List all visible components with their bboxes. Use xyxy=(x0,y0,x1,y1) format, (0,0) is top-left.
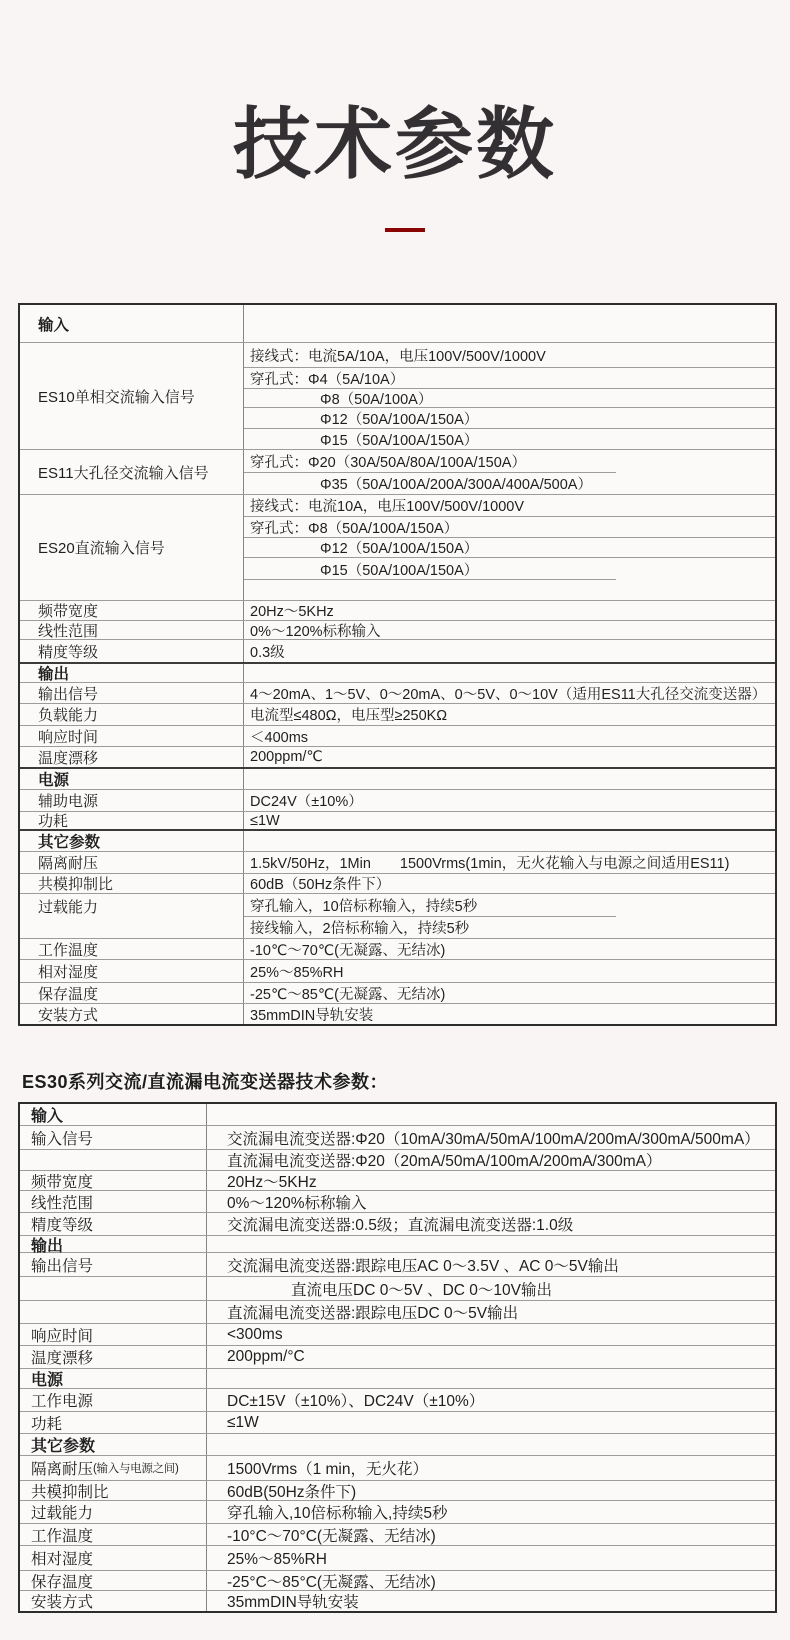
row-value xyxy=(244,704,775,725)
page-title: 技术参数 xyxy=(232,100,557,188)
row-value-text: 直流漏电流变送器:Φ20（20mA/50mA/100mA/200mA/300mA） xyxy=(227,1153,662,1170)
row-value xyxy=(207,1253,775,1276)
row-label xyxy=(20,726,244,746)
spec-row xyxy=(20,1571,775,1591)
row-label xyxy=(20,640,244,662)
row-label-text: 功耗 xyxy=(38,813,69,830)
row-label-text: 隔离耐压 xyxy=(38,855,99,872)
row-label-text: 功耗 xyxy=(31,1415,63,1433)
spec-subrow xyxy=(244,368,775,389)
row-label-text: 保存温度 xyxy=(38,985,99,1003)
spec-row xyxy=(20,1591,775,1611)
spec-row xyxy=(20,1412,775,1434)
row-label xyxy=(20,704,244,725)
row-value xyxy=(207,1126,775,1149)
row-value xyxy=(207,1171,775,1190)
spec-subrow xyxy=(244,917,775,938)
row-value xyxy=(207,1481,775,1500)
spec-row xyxy=(20,1004,775,1024)
row-label-note: (输入与电源之间) xyxy=(93,1463,179,1475)
row-label xyxy=(20,1150,207,1170)
row-label xyxy=(20,894,244,938)
subrow-value-text: Φ12（50A/100A/150A） xyxy=(320,541,479,557)
spec-group-row xyxy=(20,894,775,939)
row-label xyxy=(20,1571,207,1590)
row-label xyxy=(20,831,244,851)
row-value xyxy=(207,1412,775,1433)
row-label-text: ES10单相交流输入信号 xyxy=(38,388,195,406)
row-value-text: -25℃～85℃(无凝露、无结冰) xyxy=(250,986,446,1003)
spec-table-es10-es11-es20 xyxy=(18,303,777,1026)
row-label-text: 工作电源 xyxy=(31,1393,94,1410)
row-label-text: 温度漂移 xyxy=(38,749,99,767)
row-value-text: 200ppm/℃ xyxy=(250,749,323,765)
row-value xyxy=(207,1456,775,1480)
row-label xyxy=(20,1546,207,1570)
row-label-text: 响应时间 xyxy=(38,728,99,746)
row-value-text: 穿孔输入,10倍标称输入,持续5秒 xyxy=(227,1505,448,1522)
row-value-text: 35mmDIN导轨安装 xyxy=(250,1007,374,1024)
row-value xyxy=(244,769,775,789)
row-label xyxy=(20,305,244,342)
row-value xyxy=(244,790,775,811)
spec-row xyxy=(20,726,775,747)
row-label-text: 精度等级 xyxy=(38,643,99,661)
spec-subrow xyxy=(244,343,775,368)
spec-row xyxy=(20,1253,775,1277)
subrow-value-text: 穿孔式：Φ20（30A/50A/80A/100A/150A） xyxy=(250,455,526,471)
row-label-text: 相对湿度 xyxy=(31,1551,94,1568)
row-value-text: 交流漏电流变送器:0.5级；直流漏电流变送器:1.0级 xyxy=(227,1217,574,1234)
spec-row xyxy=(20,1324,775,1346)
spec-table-es30 xyxy=(18,1102,777,1613)
row-value xyxy=(244,664,775,682)
spec-row xyxy=(20,1546,775,1571)
row-label-text: 相对湿度 xyxy=(38,963,99,981)
subrow-value-text: Φ12（50A/100A/150A） xyxy=(320,411,479,428)
spec-row xyxy=(20,1501,775,1524)
row-value-text: 电流型≤480Ω，电压型≥250KΩ xyxy=(250,708,448,724)
row-value xyxy=(244,1004,775,1024)
spec-group-row xyxy=(20,343,775,450)
row-value xyxy=(207,1346,775,1368)
row-value-text: 0%～120%标称输入 xyxy=(227,1194,367,1212)
row-value-text: 4～20mA、1～5V、0～20mA、0～5V、0～10V（适用ES11大孔径交流变送器） xyxy=(250,686,767,703)
spec-row xyxy=(20,1277,775,1301)
row-label-text: 精度等级 xyxy=(31,1217,94,1234)
row-value xyxy=(244,812,775,829)
row-value-text: 25%～85%RH xyxy=(227,1551,327,1568)
row-value xyxy=(244,874,775,893)
row-value xyxy=(244,726,775,746)
spec-subrow xyxy=(244,558,775,580)
row-label xyxy=(20,1277,207,1300)
row-value-text: DC±15V（±10%）、DC24V（±10%） xyxy=(227,1393,485,1410)
row-label xyxy=(20,852,244,873)
spec-subrow xyxy=(244,389,775,408)
spec-row xyxy=(20,1524,775,1546)
row-label-text: 工作温度 xyxy=(31,1527,94,1545)
row-value-text: 0.3级 xyxy=(250,644,285,661)
row-value xyxy=(207,1571,775,1590)
row-value xyxy=(207,1277,775,1300)
spec-row xyxy=(20,1150,775,1171)
row-value-text: 1500Vrms（1 min，无火花） xyxy=(227,1461,428,1478)
spec-section-row xyxy=(20,1369,775,1389)
row-value xyxy=(244,621,775,639)
row-label xyxy=(20,1456,207,1480)
row-value-text: 60dB（50Hz条件下） xyxy=(250,877,391,893)
row-label xyxy=(20,1104,207,1125)
row-label xyxy=(20,769,244,789)
row-value-text: 20Hz～5KHz xyxy=(227,1173,317,1191)
row-label xyxy=(20,495,244,600)
row-label xyxy=(20,1191,207,1212)
row-label xyxy=(20,621,244,639)
row-label-text: 输入 xyxy=(31,1108,64,1125)
row-label-text: 其它参数 xyxy=(31,1438,96,1455)
spec-row xyxy=(20,790,775,812)
spec-row xyxy=(20,1481,775,1501)
spec-row xyxy=(20,1389,775,1412)
row-label xyxy=(20,683,244,703)
subrow-value-text: Φ15（50A/100A/150A） xyxy=(320,432,479,449)
row-value xyxy=(244,939,775,959)
row-value xyxy=(207,1191,775,1212)
row-value xyxy=(244,983,775,1003)
row-label xyxy=(20,790,244,811)
spec-row xyxy=(20,939,775,960)
row-value-text: -10°C～70°C(无凝露、无结冰) xyxy=(227,1527,436,1545)
row-label xyxy=(20,1412,207,1433)
spec-row xyxy=(20,1213,775,1236)
spec-row xyxy=(20,1126,775,1150)
row-label xyxy=(20,874,244,893)
row-value-text: -10℃～70℃(无凝露、无结冰) xyxy=(250,942,446,959)
row-label-text: 输入信号 xyxy=(31,1130,94,1148)
row-label-text: 过载能力 xyxy=(38,899,99,916)
spec-row xyxy=(20,704,775,726)
row-value-text: 直流漏电流变送器:跟踪电压DC 0～5V输出 xyxy=(227,1305,519,1322)
spec-subrow xyxy=(244,429,775,449)
row-value xyxy=(244,747,775,767)
row-label xyxy=(20,343,244,449)
subrow-value-text: 接线式：电流10A，电压100V/500V/1000V xyxy=(250,499,525,515)
row-value-text: ≤1W xyxy=(227,1413,259,1431)
row-label xyxy=(20,1004,244,1024)
spec-row xyxy=(20,874,775,894)
row-label-text: 输出 xyxy=(38,666,70,683)
row-value xyxy=(207,1389,775,1411)
row-label xyxy=(20,1369,207,1388)
spec-section-row xyxy=(20,831,775,852)
row-value xyxy=(244,683,775,703)
row-label xyxy=(20,939,244,959)
group-subrows xyxy=(244,495,775,600)
row-value xyxy=(244,831,775,851)
row-value xyxy=(207,1236,775,1252)
row-value-text: 交流漏电流变送器:跟踪电压AC 0～3.5V 、AC 0～5V输出 xyxy=(227,1257,619,1275)
spec-row xyxy=(20,852,775,874)
row-value xyxy=(207,1104,775,1125)
spec-section-row xyxy=(20,1104,775,1126)
spec-row xyxy=(20,601,775,621)
spec-subrow xyxy=(244,473,775,494)
row-value xyxy=(207,1546,775,1570)
row-label xyxy=(20,983,244,1003)
spec-subrow xyxy=(244,894,775,917)
row-label-text: 线性范围 xyxy=(31,1194,94,1212)
row-value xyxy=(207,1501,775,1523)
group-subrows xyxy=(244,343,775,449)
spec-subrow xyxy=(244,538,775,558)
spec-group-row xyxy=(20,450,775,495)
row-value-text: <300ms xyxy=(227,1325,283,1343)
spec-section-row xyxy=(20,1434,775,1456)
row-label-text: 隔离耐压 xyxy=(31,1461,94,1478)
row-label xyxy=(20,1126,207,1149)
row-value xyxy=(244,601,775,620)
spec-subrow xyxy=(244,495,775,517)
spec-row xyxy=(20,747,775,769)
row-value xyxy=(207,1150,775,1170)
row-value xyxy=(207,1213,775,1235)
row-label xyxy=(20,1434,207,1455)
row-label xyxy=(20,1501,207,1523)
row-label-text: 工作温度 xyxy=(38,941,99,959)
row-label-text: 其它参数 xyxy=(38,834,101,851)
row-label xyxy=(20,664,244,682)
spec-row xyxy=(20,1301,775,1324)
subrow-value-text: 穿孔式：Φ8（50A/100A/150A） xyxy=(250,520,459,537)
row-label-text: 输入 xyxy=(38,316,70,334)
spec-section-row xyxy=(20,1236,775,1253)
row-value xyxy=(207,1434,775,1455)
row-value-text: 35mmDIN导轨安装 xyxy=(227,1594,359,1611)
row-label xyxy=(20,1524,207,1545)
subrow-value-text: Φ8（50A/100A） xyxy=(320,391,433,408)
row-value-text: 1.5kV/50Hz，1Min 1500Vrms(1min，无火花输入与电源之间适用ES11) xyxy=(250,856,730,872)
row-value xyxy=(244,305,775,342)
row-label-text: 输出 xyxy=(31,1237,64,1255)
row-label-text: 安装方式 xyxy=(31,1594,94,1611)
subrow-value-text: 接线输入，2倍标称输入，持续5秒 xyxy=(250,921,470,937)
row-label xyxy=(20,1301,207,1323)
row-label xyxy=(20,1591,207,1611)
spec-row xyxy=(20,960,775,983)
row-label-text: 保存温度 xyxy=(31,1573,94,1591)
row-label xyxy=(20,1481,207,1500)
row-label xyxy=(20,1253,207,1276)
spec-row xyxy=(20,683,775,704)
row-label-text: 输出信号 xyxy=(38,685,99,703)
spec-row xyxy=(20,1456,775,1481)
group-subrows xyxy=(244,450,775,494)
row-label-text: 负载能力 xyxy=(38,707,99,724)
row-value-text: 0%～120%标称输入 xyxy=(250,623,381,640)
spec-subrow xyxy=(244,517,775,538)
row-value-text: 交流漏电流变送器:Φ20（10mA/30mA/50mA/100mA/200mA/300mA/500mA） xyxy=(227,1130,760,1148)
row-value xyxy=(244,640,775,662)
row-label-text: 输出信号 xyxy=(31,1257,94,1275)
title-underline xyxy=(385,228,425,232)
row-value-text: 200ppm/°C xyxy=(227,1348,305,1365)
row-label xyxy=(20,747,244,767)
row-value xyxy=(207,1591,775,1611)
row-label-text: 电源 xyxy=(31,1372,64,1389)
spec-row xyxy=(20,1191,775,1213)
row-label xyxy=(20,1389,207,1411)
row-label xyxy=(20,1236,207,1255)
row-value xyxy=(207,1524,775,1545)
spec-row xyxy=(20,1346,775,1369)
spec-group-row xyxy=(20,495,775,601)
subrow-value-text: Φ15（50A/100A/150A） xyxy=(320,562,479,579)
row-label-text: 线性范围 xyxy=(38,622,99,640)
row-label-text: 过载能力 xyxy=(31,1505,94,1522)
spec-section-row xyxy=(20,664,775,683)
subrow-value-text: 穿孔式：Φ4（5A/10A） xyxy=(250,371,405,388)
spec-row xyxy=(20,621,775,640)
row-label-text: 电源 xyxy=(38,772,70,789)
row-label xyxy=(20,601,244,620)
row-value-text: ＜400ms xyxy=(250,729,309,746)
row-label xyxy=(20,1171,207,1190)
row-value-text: 20Hz～5KHz xyxy=(250,604,334,620)
row-label-text: ES11大孔径交流输入信号 xyxy=(38,464,209,482)
row-label-text: 安装方式 xyxy=(38,1006,99,1024)
row-label xyxy=(20,1324,207,1345)
spec-row xyxy=(20,812,775,831)
spec-subrow xyxy=(244,580,775,600)
row-value xyxy=(207,1324,775,1345)
spec-subrow xyxy=(244,408,775,429)
row-label xyxy=(20,1346,207,1368)
row-label-text: 温度漂移 xyxy=(31,1350,94,1367)
row-label xyxy=(20,450,244,494)
row-value xyxy=(244,852,775,873)
row-label-text: 频带宽度 xyxy=(31,1173,94,1191)
row-label-text: 频带宽度 xyxy=(38,603,99,620)
group-subrows xyxy=(244,894,775,938)
spec-row xyxy=(20,1171,775,1191)
subrow-value-text: Φ35（50A/100A/200A/300A/400A/500A） xyxy=(320,477,592,493)
row-label-text: 共模抑制比 xyxy=(38,876,114,893)
row-value-text: 60dB(50Hz条件下) xyxy=(227,1483,357,1501)
row-label-text: 共模抑制比 xyxy=(31,1483,109,1501)
row-label xyxy=(20,812,244,829)
row-value-text: 25%～85%RH xyxy=(250,964,344,981)
es30-section-heading: ES30系列交流/直流漏电流变送器技术参数： xyxy=(22,1072,389,1092)
row-label xyxy=(20,960,244,982)
row-label-text: ES20直流输入信号 xyxy=(38,540,165,557)
spec-section-row xyxy=(20,305,775,343)
row-value-text: -25°C～85°C(无凝露、无结冰) xyxy=(227,1573,436,1591)
spec-row xyxy=(20,640,775,664)
row-value-text: 直流电压DC 0～5V 、DC 0～10V输出 xyxy=(291,1281,552,1299)
row-value-text: ≤1W xyxy=(250,812,280,829)
row-label-text: 辅助电源 xyxy=(38,793,99,810)
row-value-text: DC24V（±10%） xyxy=(250,794,363,810)
row-value xyxy=(207,1369,775,1388)
spec-section-row xyxy=(20,769,775,790)
row-value xyxy=(244,960,775,982)
spec-row xyxy=(20,983,775,1004)
row-value xyxy=(207,1301,775,1323)
subrow-value-text: 接线式：电流5A/10A，电压100V/500V/1000V xyxy=(250,348,546,365)
row-label-text: 响应时间 xyxy=(31,1327,94,1345)
subrow-value-text: 穿孔输入，10倍标称输入，持续5秒 xyxy=(250,899,478,915)
spec-subrow xyxy=(244,450,775,473)
